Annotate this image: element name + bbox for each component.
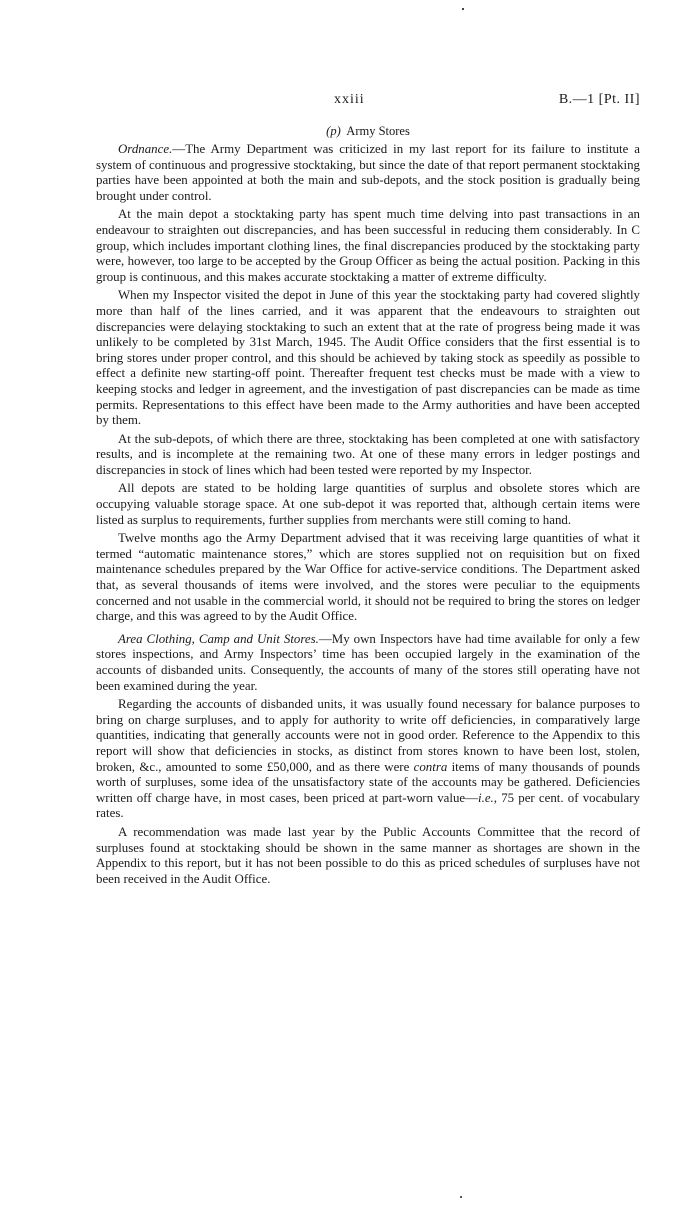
paragraph: Twelve months ago the Army Department advised that it was receiving large quantities of what it termed “automatic maintenance stores,” which are stores supplied not on requisition but on fixed maintenance schedules prepared by the War Office for active-service conditions. The Department asked that, as several thousands of items were involved, and the stores were peculiar to the equipments concerned and not usable in the commercial world, it should not be required to bring the stores on ledger charge, and this was agreed to by the Audit Office. bbox=[96, 531, 640, 624]
section-title: Army Stores bbox=[346, 124, 410, 138]
paragraph: A recommendation was made last year by the Public Accounts Committee that the record of surpluses found at stocktaking should be shown in the same manner as shortages are shown in the Appendix to this report, but it has not been possible to do this as priced schedules of surpluses have not been received in the Audit Office. bbox=[96, 824, 640, 886]
section-letter: (p) bbox=[326, 124, 341, 138]
paragraph-lead: Ordnance. bbox=[118, 142, 173, 156]
section-heading bbox=[96, 124, 640, 139]
paragraph: When my Inspector visited the depot in June of this year the stocktaking party had covered slightly more than half of the lines carried, and it was apparent that the endeavours to straighten out discrepancies were delaying stocktaking to such an extent that at the rate of progress being made it was unlikely to be completed by 31st March, 1945. The Audit Office considers that the first essential is to bring stores under proper control, and this should be achieved by taking stock as speedily as possible to effect a definite new starting-off point. Thereafter frequent test checks must be made with a view to keeping stocks and ledger in agreement, and the investigation of past discrepancies can be made as time permits. Representations to this effect have been made to the Army authorities and have been accepted by them. bbox=[96, 288, 640, 428]
page-header bbox=[96, 92, 640, 114]
document-reference: B.—1 [Pt. II] bbox=[558, 92, 640, 107]
body-text bbox=[96, 142, 640, 890]
page-mark-top bbox=[462, 8, 464, 10]
paragraph: Regarding the accounts of disbanded units, it was usually found necessary for balance purposes to bring on charge surpluses, and to apply for authority to write off deficiencies, in comparatively large quantities, indicating that generally accounts were not in good order. Reference to the Appendix to this report will show that deficiencies in stocks, as distinct from stores known to have been lost, stolen, broken, &c., amounted to some £50,000, and as there were contra items of many thousands of pounds worth of surpluses, some idea of the unsatisfactory state of the accounts may be gathered. Deficiencies written off charge have, in most cases, been priced at part-worn value—i.e., 75 per cent. of vocabulary rates. bbox=[96, 697, 640, 821]
paragraph: At the sub-depots, of which there are three, stocktaking has been completed at one with satisfactory results, and is incomplete at the remaining two. At one of these many errors in ledger postings and discrepancies in stock of lines which had been tested were reported by my Inspector. bbox=[96, 431, 640, 477]
paragraph: All depots are stated to be holding large quantities of surplus and obsolete stores which are occupying valuable storage space. At one sub-depot it was reported that, although certain items were listed as surplus to requirements, further supplies from merchants were still coming to hand. bbox=[96, 481, 640, 527]
paragraph-ordnance: Ordnance.—The Army Department was criticized in my last report for its failure to institute a system of continuous and progressive stocktaking, but since the date of that report permanent stocktaking parties have been appointed at both the main and sub-depots, and the stock position is gradually being brought under control. bbox=[96, 142, 640, 203]
paragraph: At the main depot a stocktaking party has spent much time delving into past transactions in an endeavour to straighten out discrepancies, and has been successful in reducing them considerably. In C group, which includes important clothing lines, the final discrepancies produced by the stocktaking party were, however, too large to be accepted by the Group Officer as being the actual position. Packing in this group is continuous, and this makes accurate stocktaking a matter of extreme difficulty. bbox=[96, 207, 640, 284]
page-mark-bottom bbox=[460, 1196, 462, 1198]
paragraph-area-clothing: Area Clothing, Camp and Unit Stores.—My own Inspectors have had time available for only a few stores inspections, and Army Inspectors’ time has been occupied largely in the examination of the accounts of disbanded units. Consequently, the accounts of many of the stores still operating have not been examined during the year. bbox=[96, 631, 641, 693]
paragraph-lead: Area Clothing, Camp and Unit Stores. bbox=[118, 631, 319, 646]
page-number: xxiii bbox=[334, 92, 365, 107]
